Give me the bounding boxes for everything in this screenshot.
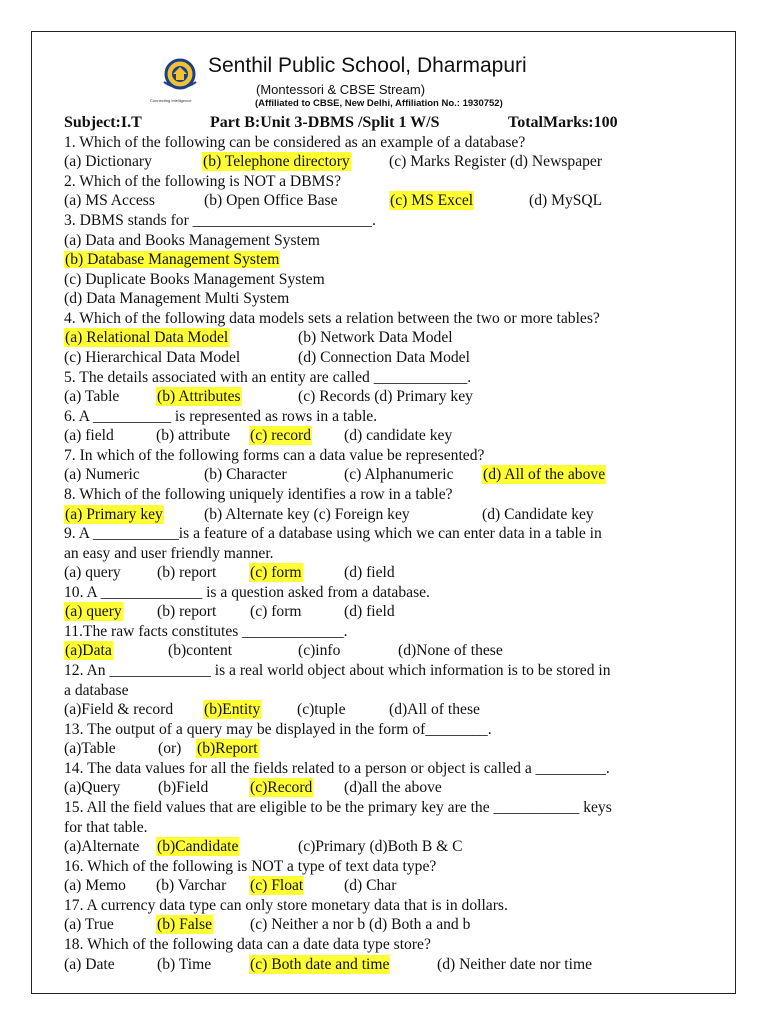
option: (a) True	[64, 916, 114, 933]
option: (b) report	[157, 603, 217, 620]
option: (a) field	[64, 427, 114, 444]
question-2: 2. Which of the following is NOT a DBMS?	[64, 173, 342, 190]
school-name: Senthil Public School, Dharmapuri	[208, 54, 527, 77]
affiliation-line: (Affiliated to CBSE, New Delhi, Affiliation No.: 1930752)	[255, 98, 503, 109]
option: (a)Alternate	[64, 838, 140, 855]
question-9: 9. A ___________is a feature of a database using which we can enter data in a table in	[64, 525, 602, 542]
option: (d) candidate key	[344, 427, 453, 444]
option: (a)Table	[64, 740, 116, 757]
option: (a)Query	[64, 779, 121, 796]
option: (b)content	[168, 642, 233, 659]
school-logo-icon	[158, 55, 202, 101]
question-1: 1. Which of the following can be considered as an example of a database?	[64, 134, 526, 151]
part-label: Part B:Unit 3-DBMS /Split 1 W/S	[210, 114, 440, 131]
question-9-cont: an easy and user friendly manner.	[64, 545, 274, 562]
option: (d) field	[344, 603, 395, 620]
question-3: 3. DBMS stands for _______________________.	[64, 212, 376, 229]
option: (b) attribute	[156, 427, 231, 444]
option: (b) Varchar	[156, 877, 227, 894]
option: (c) Neither a nor b (d) Both a and b	[250, 916, 471, 933]
question-13: 13. The output of a query may be displayed in the form of________.	[64, 721, 492, 738]
question-14: 14. The data values for all the fields related to a person or object is called a _________.	[64, 760, 610, 777]
option: (c)tuple	[297, 701, 346, 718]
option: (b) Network Data Model	[298, 329, 453, 346]
option: (d) Candidate key	[482, 506, 594, 523]
question-17: 17. A currency data type can only store monetary data that is in dollars.	[64, 897, 508, 914]
question-8: 8. Which of the following uniquely identifies a row in a table?	[64, 486, 453, 503]
answer-option: (c) record	[250, 427, 312, 444]
option: (d) Connection Data Model	[298, 349, 470, 366]
question-11: 11.The raw facts constitutes _____________.	[64, 623, 348, 640]
answer-option: (c) Both date and time	[250, 956, 390, 973]
answer-option: (c) MS Excel	[390, 192, 474, 209]
option: (d)None of these	[398, 642, 503, 659]
option: (d) Neither date nor time	[437, 956, 593, 973]
option: (b)Field	[158, 779, 209, 796]
answer-option: (a) query	[65, 603, 122, 620]
question-7: 7. In which of the following forms can a data value be represented?	[64, 447, 485, 464]
answer-option: (b)Report	[197, 740, 258, 757]
answer-option: (c) form	[250, 564, 302, 581]
option: (b) report	[157, 564, 217, 581]
option: (c) Marks Register (d) Newspaper	[389, 153, 603, 170]
option: (d) Char	[344, 877, 397, 894]
logo-tagline: Connecting Intelligence	[150, 98, 192, 103]
question-18: 18. Which of the following data can a date data type store?	[64, 936, 431, 953]
answer-option: (b) Database Management System	[65, 251, 280, 268]
option: (d) field	[344, 564, 395, 581]
answer-option: (a)Data	[65, 642, 112, 659]
question-16: 16. Which of the following is NOT a type of text data type?	[64, 858, 437, 875]
answer-option: (b) Telephone directory	[203, 153, 350, 170]
question-15: 15. All the field values that are eligible to be the primary key are the ___________ keys	[64, 799, 612, 816]
option: (b) Time	[157, 956, 212, 973]
option: (c)info	[298, 642, 341, 659]
option: (a) Table	[64, 388, 120, 405]
option: (a) query	[64, 564, 121, 581]
option: (a) Numeric	[64, 466, 140, 483]
school-stream: (Montessori & CBSE Stream)	[256, 82, 426, 97]
option: (b) Open Office Base	[204, 192, 338, 209]
option: (a) Date	[64, 956, 115, 973]
answer-option: (a) Relational Data Model	[65, 329, 229, 346]
answer-option: (c)Record	[250, 779, 313, 796]
option: (or)	[158, 740, 182, 757]
answer-option: (a) Primary key	[65, 506, 163, 523]
option: (c) Duplicate Books Management System	[64, 271, 325, 288]
subject-label: Subject:I.T	[64, 114, 142, 131]
option: (c) Alphanumeric	[344, 466, 454, 483]
question-5: 5. The details associated with an entity are called ____________.	[64, 369, 472, 386]
answer-option: (d) All of the above	[483, 466, 606, 483]
option: (b) Character	[204, 466, 287, 483]
option: (d)All of these	[389, 701, 480, 718]
option: (d) Data Management Multi System	[64, 290, 290, 307]
answer-option: (b)Entity	[204, 701, 261, 718]
answer-option: (b) Attributes	[157, 388, 241, 405]
question-12: 12. An _____________ is a real world object about which information is to be stored in	[64, 662, 611, 679]
option: (a) Memo	[64, 877, 126, 894]
question-15-cont: for that table.	[64, 819, 148, 836]
option: (d)all the above	[344, 779, 442, 796]
option: (a)Field & record	[64, 701, 174, 718]
option: (a) Dictionary	[64, 153, 152, 170]
answer-option: (c) Float	[250, 877, 304, 894]
option: (b) Alternate key (c) Foreign key	[204, 506, 410, 523]
answer-option: (b) False	[157, 916, 212, 933]
option: (c) Records (d) Primary key	[298, 388, 473, 405]
option: (c) Hierarchical Data Model	[64, 349, 241, 366]
option: (c)Primary (d)Both B & C	[298, 838, 463, 855]
question-4: 4. Which of the following data models sets a relation between the two or more tables?	[64, 310, 600, 327]
question-10: 10. A _____________ is a question asked from a database.	[64, 584, 430, 601]
total-marks-label: TotalMarks:100	[508, 114, 618, 131]
option: (a) Data and Books Management System	[64, 232, 320, 249]
option: (c) form	[250, 603, 302, 620]
question-6: 6. A __________ is represented as rows in a table.	[64, 408, 378, 425]
answer-row	[64, 250, 280, 269]
answer-option: (b)Candidate	[157, 838, 239, 855]
option: (d) MySQL	[529, 192, 603, 209]
option: (a) MS Access	[64, 192, 155, 209]
question-12-cont: a database	[64, 682, 129, 699]
